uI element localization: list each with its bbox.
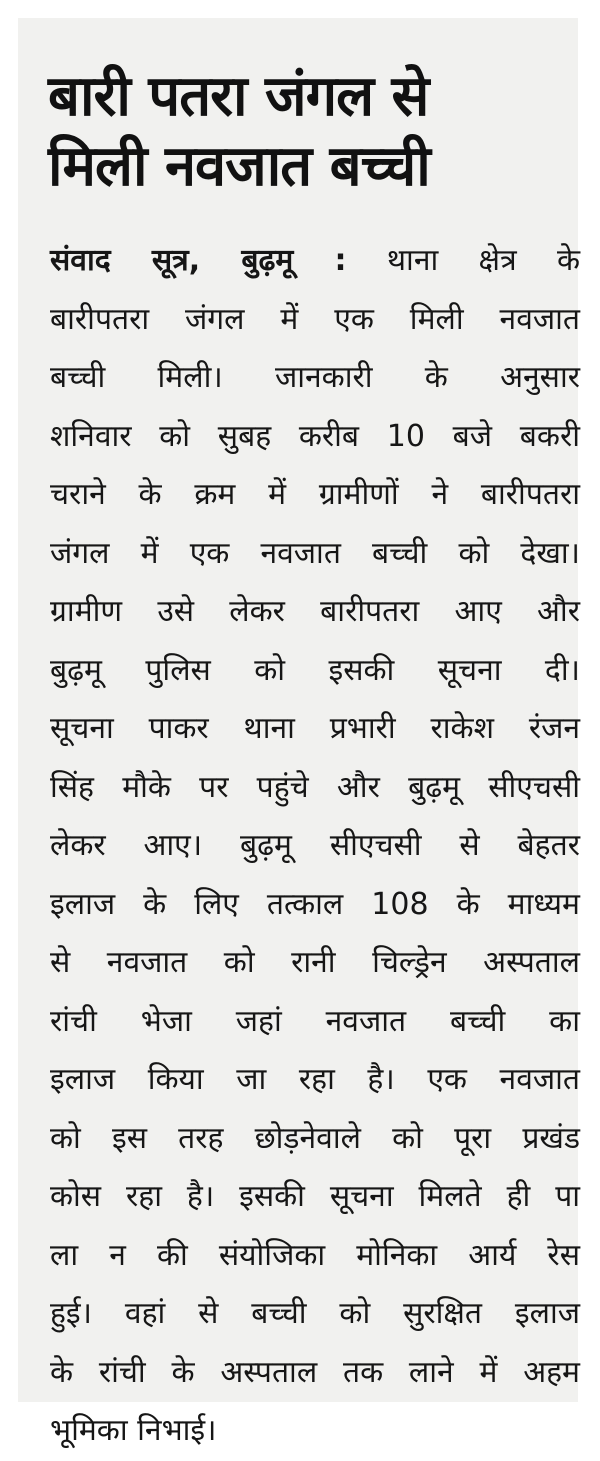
body-line: सिंह मौके पर पहुंचे और बुढ़मू सीएचसी: [50, 769, 580, 805]
article-headline: [48, 62, 430, 202]
body-line: बच्ची मिली। जानकारी के अनुसार: [50, 360, 580, 395]
body-line: रांची भेजा जहां नवजात बच्ची का: [50, 1003, 580, 1039]
body-line: से नवजात को रानी चिल्ड्रेन अस्पताल: [50, 945, 580, 980]
body-line-1-text: थाना क्षेत्र के: [386, 243, 580, 278]
body-line: इलाज किया जा रहा है। एक नवजात: [50, 1062, 580, 1097]
body-line: बारीपतरा जंगल में एक मिली नवजात: [50, 301, 580, 337]
body-line: ग्रामीण उसे लेकर बारीपतरा आए और: [50, 594, 580, 629]
body-line: कोस रहा है। इसकी सूचना मिलते ही पा: [50, 1179, 580, 1214]
body-line: हुई। वहां से बच्ची को सुरक्षित इलाज: [50, 1296, 580, 1331]
body-line: इलाज के लिए तत्काल 108 के माध्यम: [50, 886, 580, 922]
newspaper-clipping: [18, 18, 580, 1448]
headline-line-2: मिली नवजात बच्ची: [48, 134, 430, 199]
headline-line-1: बारी पतरा जंगल से: [48, 64, 429, 129]
body-line: को इस तरह छोड़नेवाले को पूरा प्रखंड: [50, 1120, 580, 1156]
body-line: बुढ़मू पुलिस को इसकी सूचना दी।: [50, 652, 580, 688]
article-body: [50, 232, 580, 1461]
body-line: सूचना पाकर थाना प्रभारी राकेश रंजन: [50, 711, 580, 746]
body-line: के रांची के अस्पताल तक लाने में अहम: [50, 1354, 580, 1390]
body-line: जंगल में एक नवजात बच्ची को देखा।: [50, 535, 580, 571]
body-line: ला न की संयोजिका मोनिका आर्य रेस: [50, 1237, 580, 1273]
dateline: संवाद सूत्र, बुढ़मू :: [50, 243, 347, 278]
body-line-1: [50, 232, 580, 291]
body-line-last: भूमिका निभाई।: [50, 1413, 217, 1448]
body-line: शनिवार को सुबह करीब 10 बजे बकरी: [50, 418, 580, 454]
body-line: चराने के क्रम में ग्रामीणों ने बारीपतरा: [50, 477, 580, 512]
body-line: लेकर आए। बुढ़मू सीएचसी से बेहतर: [50, 828, 580, 863]
